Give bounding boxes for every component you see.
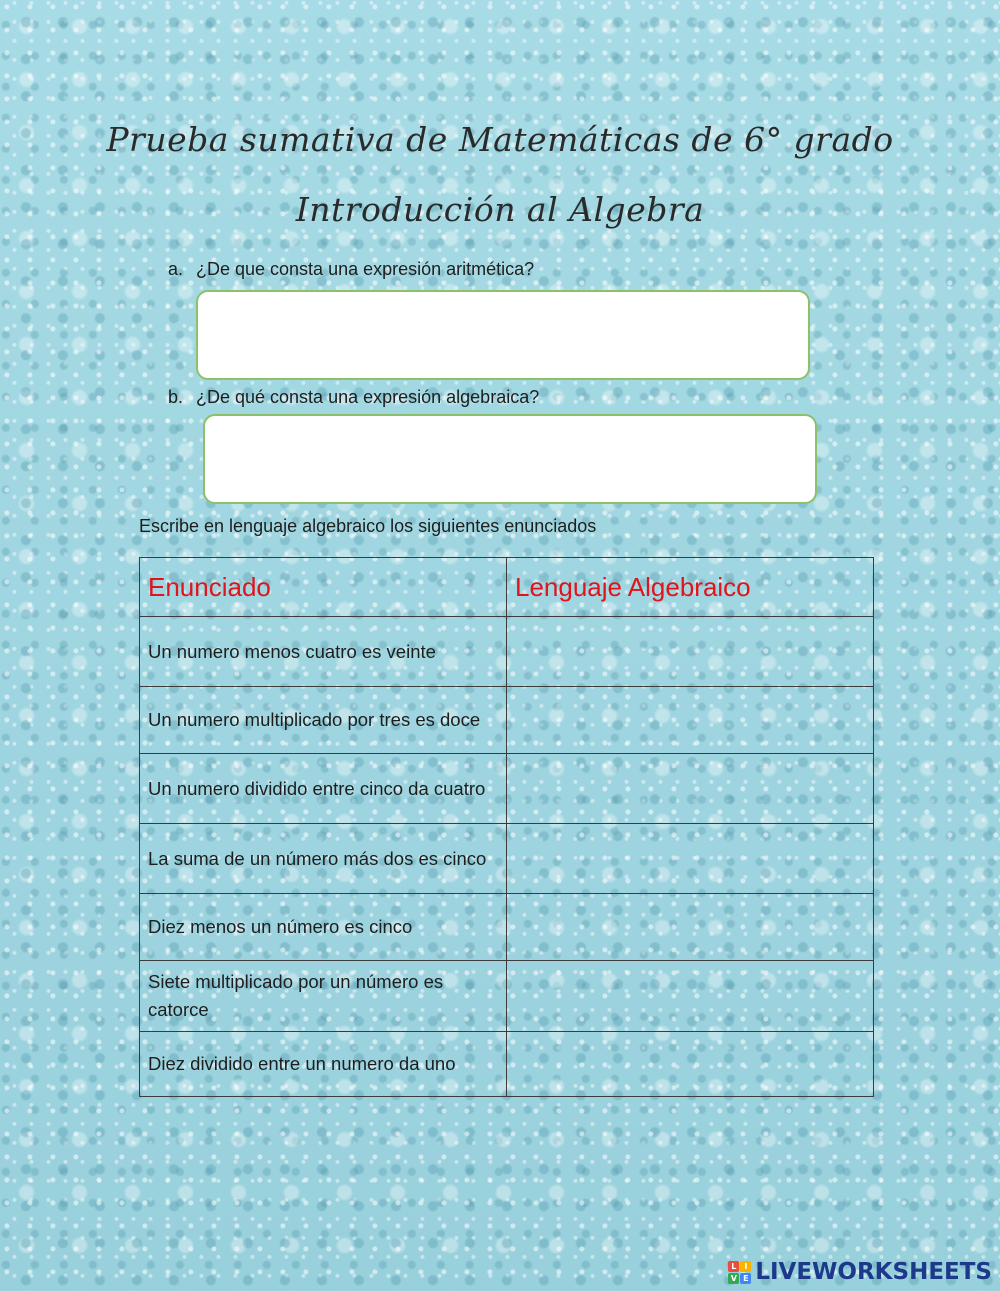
logo-tile: V — [728, 1273, 739, 1284]
logo-tile: L — [728, 1261, 739, 1272]
answer-cell[interactable] — [507, 687, 874, 754]
table-row — [140, 961, 874, 1032]
answer-box-b[interactable] — [203, 414, 817, 504]
question-b-text: ¿De qué consta una expresión algebraica? — [196, 387, 540, 407]
table-row — [140, 1032, 874, 1097]
question-a-letter: a. — [168, 259, 184, 279]
table-row — [140, 687, 874, 754]
table-row — [140, 617, 874, 687]
answer-cell[interactable] — [507, 894, 874, 961]
logo-tile: E — [740, 1273, 751, 1284]
answer-cell[interactable] — [507, 1032, 874, 1097]
answer-cell[interactable] — [507, 617, 874, 687]
answer-cell[interactable] — [507, 754, 874, 824]
liveworksheets-logo-icon — [728, 1261, 751, 1284]
question-a-text: ¿De que consta una expresión aritmética? — [196, 259, 535, 279]
statements-table — [139, 557, 874, 1097]
table-row — [140, 754, 874, 824]
statement-cell: Diez menos un número es cinco — [140, 894, 507, 961]
header-lenguaje-algebraico: Lenguaje Algebraico — [507, 558, 874, 617]
worksheet-title: Prueba sumativa de Matemáticas de 6° grado — [106, 120, 894, 159]
answer-cell[interactable] — [507, 824, 874, 894]
table-header-row — [140, 558, 874, 617]
statement-cell: Un numero multiplicado por tres es doce — [140, 687, 507, 754]
table-instruction: Escribe en lenguaje algebraico los siguientes enunciados — [139, 516, 597, 536]
logo-tile: I — [740, 1261, 751, 1272]
liveworksheets-wordmark: LIVEWORKSHEETS — [755, 1259, 992, 1285]
statement-cell: Diez dividido entre un numero da uno — [140, 1032, 507, 1097]
statement-cell: Un numero menos cuatro es veinte — [140, 617, 507, 687]
statement-cell: Un numero dividido entre cinco da cuatro — [140, 754, 507, 824]
liveworksheets-brand — [728, 1259, 992, 1285]
header-enunciado: Enunciado — [140, 558, 507, 617]
question-b-letter: b. — [168, 387, 184, 407]
answer-box-a[interactable] — [196, 290, 810, 380]
question-b — [168, 387, 539, 408]
table-row — [140, 824, 874, 894]
statement-cell: La suma de un número más dos es cinco — [140, 824, 507, 894]
table-row — [140, 894, 874, 961]
answer-cell[interactable] — [507, 961, 874, 1032]
statement-cell: Siete multiplicado por un número es catorce — [140, 961, 507, 1032]
worksheet-subtitle: Introducción al Algebra — [295, 190, 705, 229]
question-a — [168, 259, 534, 280]
